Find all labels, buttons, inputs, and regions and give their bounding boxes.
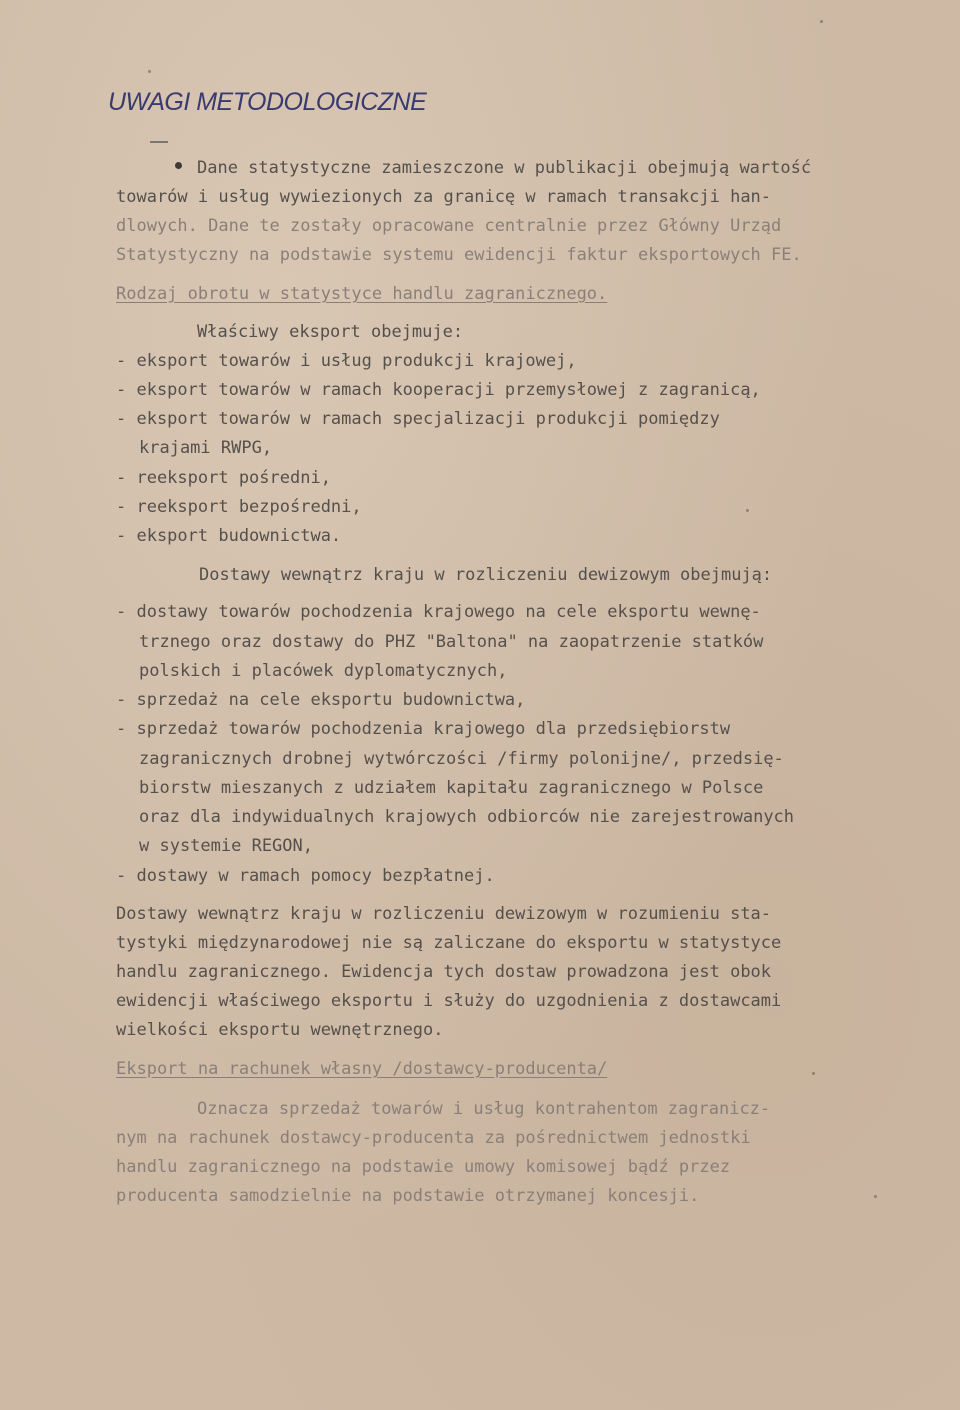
list-item: - eksport budownictwa.	[116, 526, 342, 546]
list-item-continuation: krajami RWPG,	[139, 438, 273, 458]
list-item: - dostawy towarów pochodzenia krajowego na cele eksportu wewnę-	[116, 602, 761, 622]
paper-speck	[820, 20, 823, 23]
paragraph-line: ewidencji właściwego eksportu i służy do uzgodnienia z dostawcami	[116, 991, 782, 1011]
list-item: - reeksport pośredni,	[116, 468, 331, 488]
paragraph-line: producenta samodzielnie na podstawie otrzymanej koncesji.	[116, 1186, 700, 1206]
paper-speck	[746, 509, 749, 512]
list-item: - reeksport bezpośredni,	[116, 497, 362, 517]
list-item-continuation: biorstw mieszanych z udziałem kapitału zagranicznego w Polsce	[139, 778, 764, 798]
section-heading: Eksport na rachunek własny /dostawcy-producenta/	[116, 1059, 608, 1079]
paper-speck	[874, 1195, 877, 1198]
bullet-dot-icon	[175, 162, 182, 169]
paragraph-line: tystyki międzynarodowej nie są zaliczane do eksportu w statystyce	[116, 933, 782, 953]
paper-speck	[812, 1072, 815, 1075]
paragraph-line: dlowych. Dane te zostały opracowane centralnie przez Główny Urząd	[116, 216, 782, 236]
paper-speck	[148, 70, 151, 73]
paragraph-line: handlu zagranicznego na podstawie umowy komisowej bądź przez	[116, 1157, 731, 1177]
pen-mark	[150, 141, 168, 143]
paragraph-line: nym na rachunek dostawcy-producenta za pośrednictwem jednostki	[116, 1128, 751, 1148]
paragraph-line: Oznacza sprzedaż towarów i usług kontrahentom zagranicz-	[197, 1099, 771, 1119]
list-item: - eksport towarów i usług produkcji krajowej,	[116, 351, 577, 371]
list-item: - dostawy w ramach pomocy bezpłatnej.	[116, 866, 495, 886]
document-title: UWAGI METODOLOGICZNE	[108, 88, 427, 116]
paragraph-line: Dane statystyczne zamieszczone w publikacji obejmują wartość	[197, 158, 812, 178]
list-item-continuation: trznego oraz dostawy do PHZ "Baltona" na zaopatrzenie statków	[139, 632, 764, 652]
list-item: - eksport towarów w ramach kooperacji przemysłowej z zagranicą,	[116, 380, 761, 400]
section-heading: Rodzaj obrotu w statystyce handlu zagranicznego.	[116, 284, 608, 304]
paragraph-line: Właściwy eksport obejmuje:	[197, 322, 464, 342]
list-item-continuation: oraz dla indywidualnych krajowych odbiorców nie zarejestrowanych	[139, 807, 795, 827]
list-item-continuation: zagranicznych drobnej wytwórczości /firmy polonijne/, przedsię-	[139, 749, 784, 769]
list-item: - sprzedaż towarów pochodzenia krajowego dla przedsiębiorstw	[116, 719, 731, 739]
paragraph-line: Dostawy wewnątrz kraju w rozliczeniu dewizowym w rozumieniu sta-	[116, 904, 772, 924]
paragraph-line: wielkości eksportu wewnętrznego.	[116, 1020, 444, 1040]
list-item: - eksport towarów w ramach specjalizacji produkcji pomiędzy	[116, 409, 720, 429]
paragraph-line: handlu zagranicznego. Ewidencja tych dostaw prowadzona jest obok	[116, 962, 772, 982]
paragraph-line: Statystyczny na podstawie systemu ewidencji faktur eksportowych FE.	[116, 245, 802, 265]
paragraph-line: Dostawy wewnątrz kraju w rozliczeniu dewizowym obejmują:	[199, 565, 773, 585]
list-item-continuation: polskich i placówek dyplomatycznych,	[139, 661, 508, 681]
paragraph-line: towarów i usług wywiezionych za granicę w ramach transakcji han-	[116, 187, 772, 207]
list-item-continuation: w systemie REGON,	[139, 836, 313, 856]
list-item: - sprzedaż na cele eksportu budownictwa,	[116, 690, 526, 710]
